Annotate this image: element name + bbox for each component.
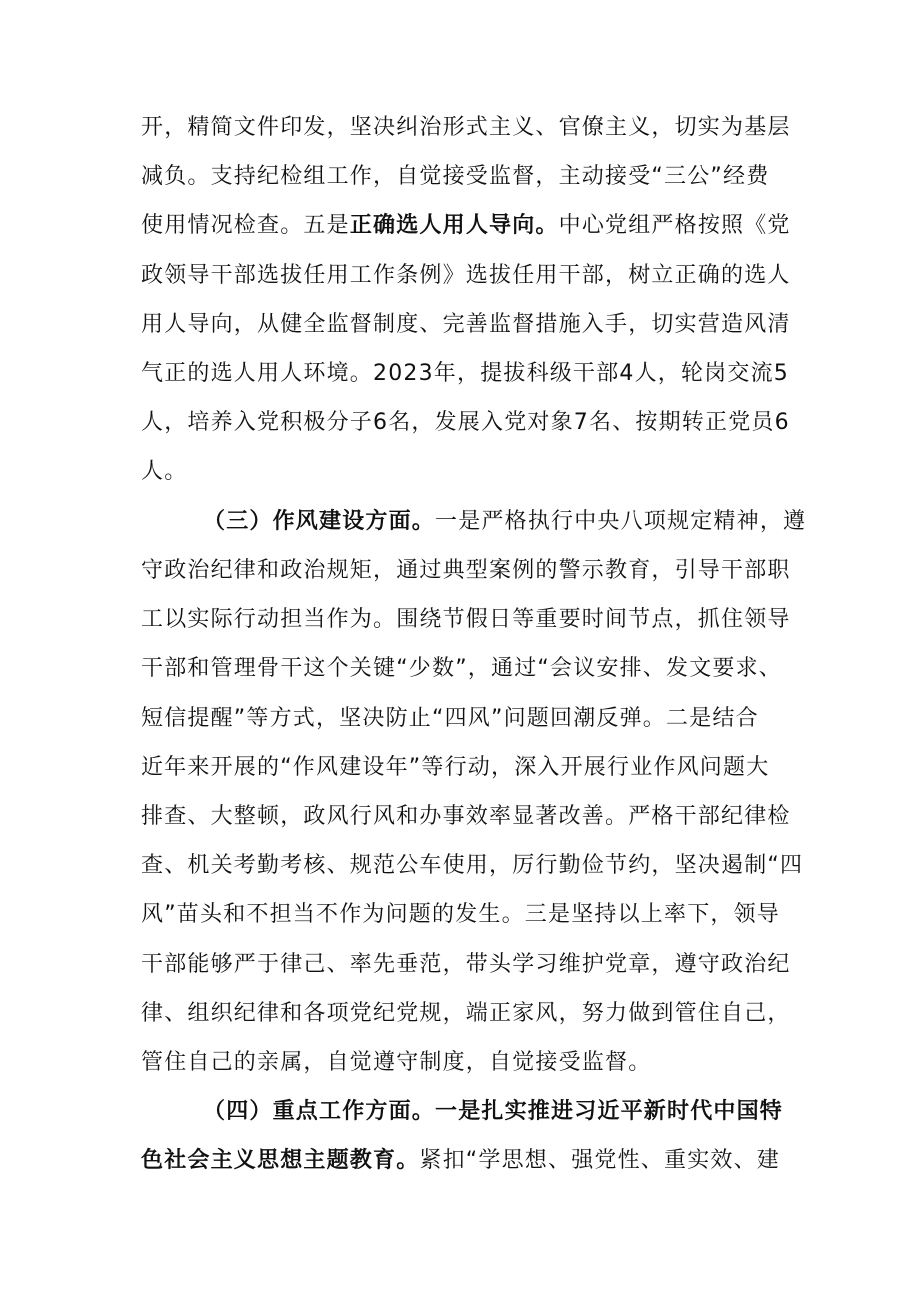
text-line-1: 开，精简文件印发，坚决纠治形式主义、官僚主义，切实为基层	[141, 115, 791, 140]
text-line-5: 用人导向，从健全监督制度、完善监督措施入手，切实营造风清	[141, 312, 791, 337]
text-line-18: 干部能够严于律己、率先垂范，带头学习维护党章，遵守政治纪	[141, 952, 791, 977]
text-line-3-before: 使用情况检查。五是	[141, 213, 350, 238]
text-line-3	[141, 206, 797, 246]
section-heading-4	[141, 1092, 859, 1132]
text-line-20: 管住自己的亲属，自觉遵守制度，自觉接受监督。	[141, 1050, 652, 1075]
text-line-6: 气正的选人用人环境。2023年，提拔科级干部4人，轮岗交流5	[141, 361, 789, 386]
text-line-4: 政领导干部选拔任用工作条例》选拔任用干部，树立正确的选人	[141, 263, 791, 288]
text-line-3-after: 中心党组严格按照《党	[558, 213, 791, 238]
text-line-8: 人。	[141, 459, 188, 484]
section-heading-3-text: 一是严格执行中央八项规定精神，遵	[435, 509, 807, 534]
text-line-3-bold: 正确选人用人导向。	[349, 213, 559, 238]
text-line-7: 人，培养入党积极分子6名，发展入党对象7名、按期转正党员6	[141, 410, 790, 435]
text-line-14: 近年来开展的“作风建设年”等行动，深入开展行业作风问题大	[141, 755, 770, 780]
text-line-10: 守政治纪律和政治规矩，通过典型案例的警示教育，引导干部职	[141, 558, 791, 583]
section-heading-4-title: （四）重点工作方面。一是扎实推进习近平新时代中国特	[203, 1099, 784, 1124]
text-line-13: 短信提醒”等方式，坚决防止“四风”问题回潮反弹。二是结合	[141, 706, 759, 731]
text-line-2: 减负。支持纪检组工作，自觉接受监督，主动接受“三公”经费	[141, 164, 770, 189]
text-line-12: 干部和管理骨干这个关键“少数”，通过“会议安排、发文要求、	[141, 656, 782, 681]
text-line-19: 律、组织纪律和各项党纪党规，端正家风，努力做到管住自己，	[141, 1001, 791, 1026]
text-line-16: 查、机关考勤考核、规范公车使用，厉行勤俭节约，坚决遏制“四	[141, 853, 804, 878]
section-heading-3-title: （三）作风建设方面。	[203, 509, 436, 534]
text-line-22-bold: 色社会主义思想主题教育。	[141, 1148, 420, 1173]
text-line-17: 风”苗头和不担当不作为问题的发生。三是坚持以上率下，领导	[141, 902, 780, 927]
section-heading-3	[141, 502, 859, 542]
text-line-11: 工以实际行动担当作为。围绕节假日等重要时间节点，抓住领导	[141, 607, 791, 632]
text-line-22-after: 紧扣“学思想、强党性、重实效、建	[419, 1148, 781, 1173]
text-line-15: 排查、大整顿，政风行风和办事效率显著改善。严格干部纪律检	[141, 804, 791, 829]
text-line-22	[141, 1141, 797, 1181]
